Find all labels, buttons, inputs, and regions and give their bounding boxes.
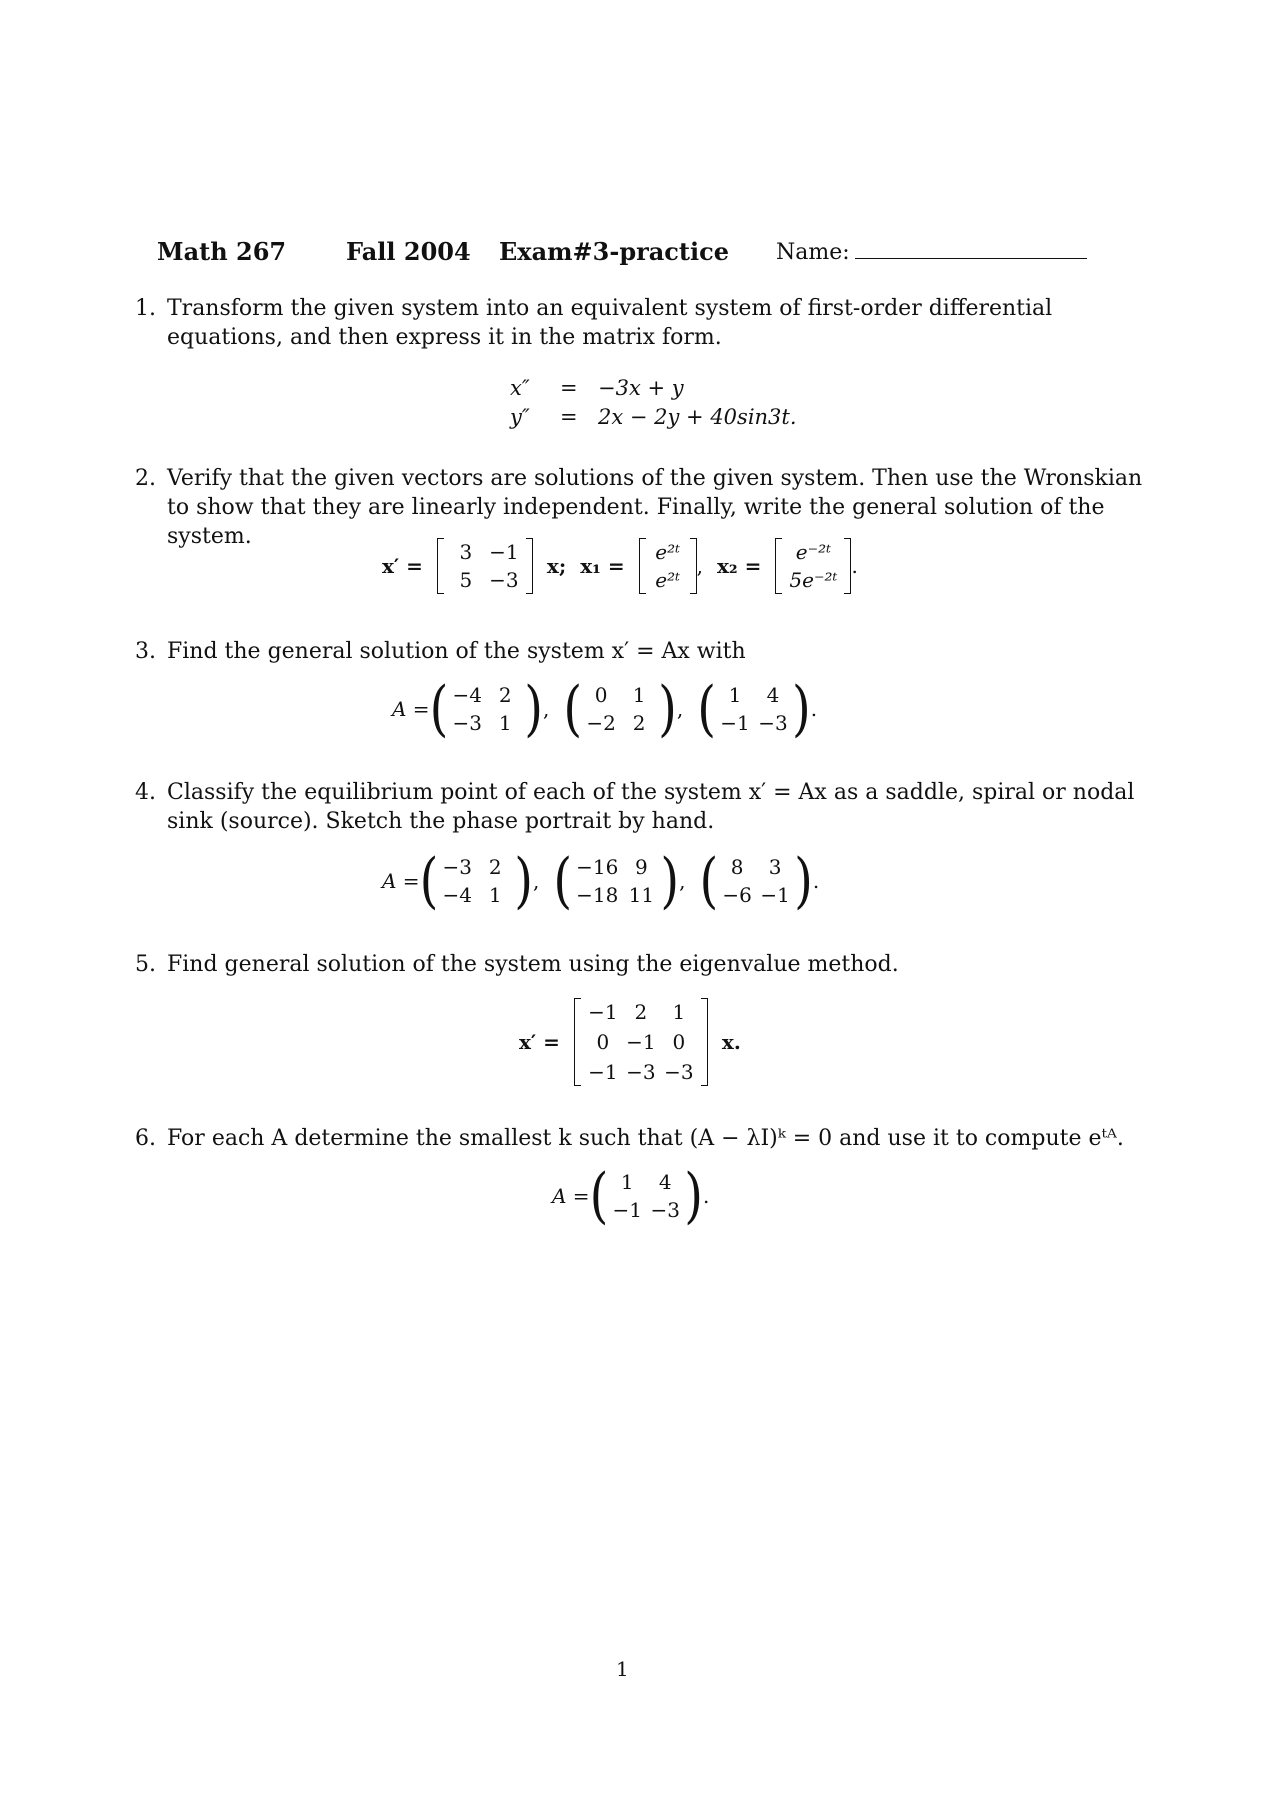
matrix-entry: −1 [626, 1030, 656, 1054]
matrix-entry: 2 [634, 1000, 648, 1024]
matrix-entry: 2 [498, 683, 512, 707]
matrix-entry: −4 [442, 883, 473, 907]
separator: , [679, 869, 686, 893]
p4-matrices: A = ( −3 2 −4 1 ) , ( −16 9 −18 11 ) , ( 8 3 −6 −1 ) . [382, 846, 820, 916]
p2-x-label: x; [546, 554, 567, 578]
matrix-entry: 2 [632, 711, 646, 735]
p1-equation-1: x″ [510, 376, 530, 400]
matrix-entry: −1 [720, 711, 750, 735]
matrix-entry: −1 [588, 1000, 618, 1024]
problem-number: 4. [135, 780, 156, 805]
p1-eq1-equals: = [560, 376, 578, 400]
p1-eq2-rhs: 2x − 2y + 40sin3t. [598, 405, 797, 429]
p2-vector-1 [639, 540, 697, 592]
matrix-entry: 11 [628, 883, 655, 907]
vector-entry: 5e⁻²ᵗ [789, 568, 838, 592]
problem-5 [135, 950, 1145, 979]
p2-vector-2 [775, 540, 851, 592]
problem-text: Classify the equilibrium point of each of the system x′ = Ax as a saddle, spiral or nodal sink (source). Sketch the phase portrait by hand. [167, 780, 1135, 834]
name-line [855, 258, 1087, 259]
p2-x1-label: x₁ = [580, 554, 625, 578]
problem-text: Verify that the given vectors are solutions of the given system. Then use the Wronskian to show that they are linearly independent. Finally, write the general solution of the system. [167, 466, 1143, 549]
matrix-entry: −2 [586, 711, 616, 735]
p4-matrix-2 [572, 855, 660, 907]
p2-equation [382, 540, 858, 592]
p4-matrix-1 [438, 855, 514, 907]
name-label: Name: [776, 240, 850, 265]
problem-1 [135, 294, 1145, 352]
problem-text: Transform the given system into an equivalent system of first-order differential equations, and then express it in the matrix form. [167, 296, 1053, 350]
p6-matrix-row: A = ( 1 4 −1 −3 ) . [552, 1161, 710, 1231]
p3-matrix-1 [448, 683, 524, 735]
p1-equation-2: y″ [510, 405, 530, 429]
matrix-entry: −4 [452, 683, 483, 707]
matrix-entry: 1 [498, 711, 512, 735]
matrix-entry: −18 [576, 883, 619, 907]
matrix-entry: 3 [768, 855, 782, 879]
p4-lhs: A = [382, 869, 420, 893]
matrix-entry: −16 [576, 855, 619, 879]
p5-lhs: x′ = [519, 1030, 560, 1054]
page-number: 1 [616, 1657, 629, 1681]
matrix-entry: 1 [728, 683, 742, 707]
problem-number: 6. [135, 1126, 156, 1151]
p2-x2-label: x₂ = [717, 554, 762, 578]
matrix-entry: 3 [459, 540, 473, 564]
problem-number: 1. [135, 296, 156, 321]
matrix-entry: −3 [626, 1060, 656, 1084]
matrix-entry: −3 [489, 568, 519, 592]
matrix-entry: 9 [634, 855, 648, 879]
p5-matrix [574, 1000, 708, 1084]
period: . [812, 869, 820, 893]
matrix-entry: 1 [620, 1170, 634, 1194]
matrix-entry: 4 [766, 683, 780, 707]
exam-title: Exam#3-practice [499, 237, 729, 266]
problem-6 [135, 1124, 1145, 1153]
problem-number: 3. [135, 639, 156, 664]
separator: , [533, 869, 540, 893]
period: . [851, 554, 858, 578]
p5-equation [519, 1000, 741, 1084]
p1-eq1-rhs: −3x + y [598, 376, 684, 400]
problem-text: For each A determine the smallest k such that (A − λI)ᵏ = 0 and use it to compute eᵗᴬ. [167, 1126, 1124, 1151]
separator: , [696, 554, 703, 578]
vector-entry: e²ᵗ [655, 540, 681, 564]
vector-entry: e⁻²ᵗ [795, 540, 832, 564]
separator: , [543, 697, 550, 721]
p5-rhs: x. [721, 1030, 741, 1054]
problem-number: 2. [135, 466, 156, 491]
matrix-entry: −1 [612, 1198, 643, 1222]
matrix-entry: 4 [658, 1170, 672, 1194]
course-title: Math 267 [157, 237, 287, 266]
problem-text: Find the general solution of the system x′ = Ax with [167, 639, 746, 664]
matrix-entry: −3 [442, 855, 473, 879]
problem-text: Find general solution of the system using the eigenvalue method. [167, 952, 899, 977]
p4-matrix-3 [718, 855, 794, 907]
problem-3 [135, 637, 1145, 666]
matrix-entry: −3 [664, 1060, 694, 1084]
matrix-entry: 0 [672, 1030, 686, 1054]
p3-lhs: A = [392, 697, 430, 721]
matrix-entry: −3 [650, 1198, 681, 1222]
p2-lhs: x′ = [382, 554, 423, 578]
matrix-entry: 2 [488, 855, 502, 879]
vector-entry: e²ᵗ [655, 568, 681, 592]
p3-matrix-2 [582, 683, 658, 735]
matrix-entry: 8 [730, 855, 744, 879]
matrix-entry: 0 [594, 683, 608, 707]
p6-lhs: A = [552, 1184, 590, 1208]
matrix-entry: 0 [596, 1030, 610, 1054]
matrix-entry: −1 [588, 1060, 618, 1084]
problem-number: 5. [135, 952, 156, 977]
term: Fall 2004 [346, 237, 471, 266]
matrix-entry: −1 [760, 883, 790, 907]
matrix-entry: −3 [758, 711, 788, 735]
problem-4 [135, 778, 1145, 836]
matrix-entry: −1 [489, 540, 519, 564]
matrix-entry: 1 [672, 1000, 686, 1024]
matrix-entry: 1 [488, 883, 502, 907]
period: . [703, 1184, 710, 1208]
p2-matrix [437, 540, 533, 592]
p1-eq2-equals: = [560, 405, 578, 429]
p3-matrix-3 [716, 683, 792, 735]
period: . [810, 697, 818, 721]
p3-matrices: A = ( −4 2 −3 1 ) , ( 0 1 −2 2 ) , ( 1 4 −1 −3 ) . [392, 674, 818, 744]
matrix-entry: −6 [722, 883, 752, 907]
matrix-entry: −3 [452, 711, 483, 735]
matrix-entry: 1 [632, 683, 646, 707]
separator: , [676, 697, 684, 721]
matrix-entry: 5 [459, 568, 473, 592]
p6-matrix [608, 1170, 684, 1222]
